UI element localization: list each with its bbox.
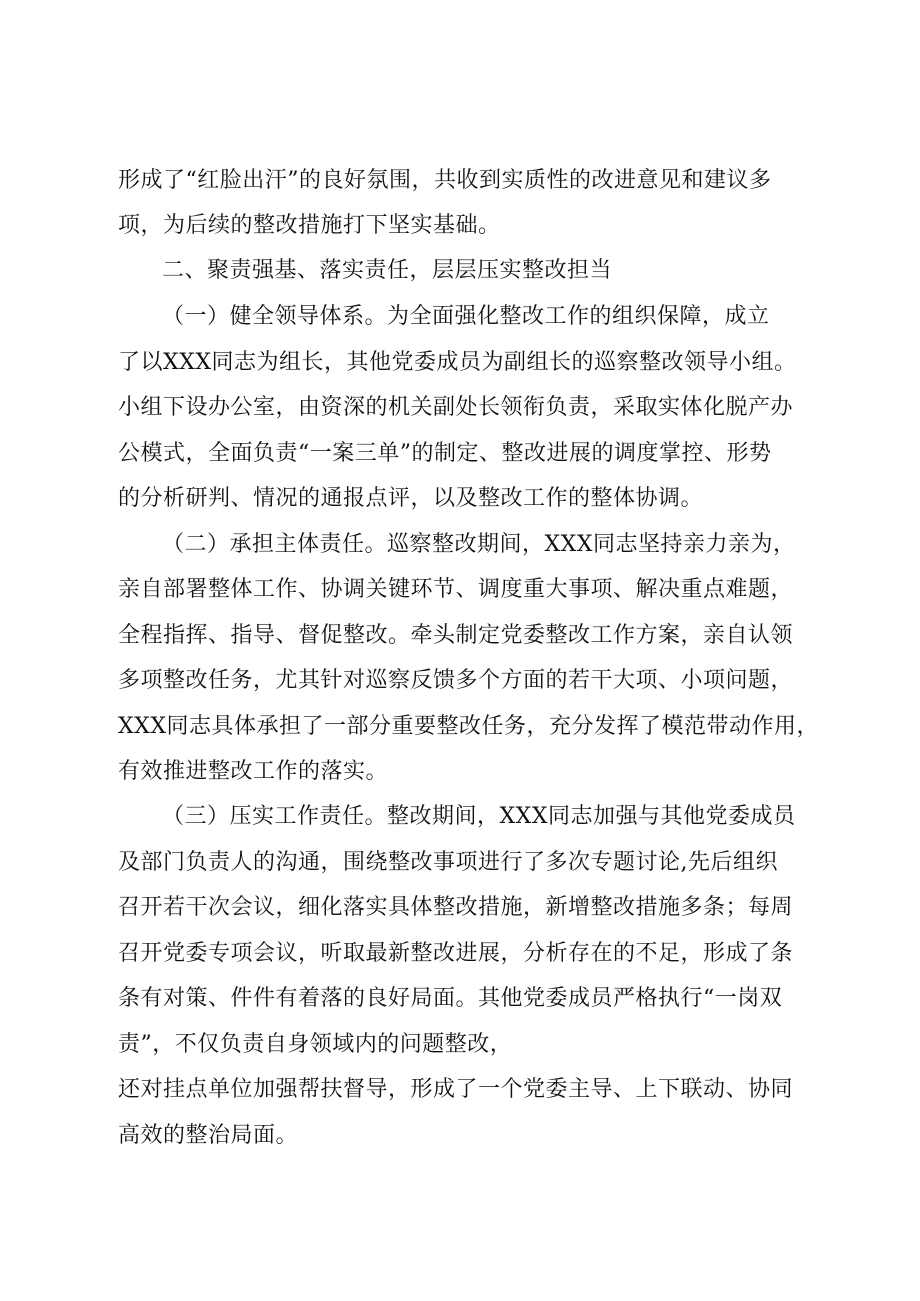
paragraph-line: 高效的整治局面。: [118, 1123, 299, 1148]
paragraph-line: 及部门负责人的沟通，围绕整改事项进行了多次专题讨论,先后组织: [118, 850, 778, 875]
paragraph-line: （一）健全领导体系。为全面强化整改工作的组织保障，成立: [162, 304, 770, 329]
paragraph-line: 多项整改任务，尤其针对巡察反馈多个方面的若干大项、小项问题，: [118, 668, 794, 693]
paragraph-line: 召开党委专项会议，听取最新整改进展，分析存在的不足，形成了条: [118, 941, 794, 966]
paragraph-line: 公模式，全面负责“一案三单”的制定、整改进展的调度掌控、形势: [118, 441, 772, 466]
paragraph-line: 条有对策、件件有着落的良好局面。其他党委成员严格执行“一岗双: [118, 986, 783, 1011]
paragraph-line: 还对挂点单位加强帮扶督导，形成了一个党委主导、上下联动、协同: [118, 1077, 794, 1102]
paragraph-line: 的分析研判、情况的通报点评，以及整改工作的整体协调。: [118, 486, 704, 511]
paragraph-line: 了以XXX同志为组长，其他党委成员为副组长的巡察整改领导小组。: [118, 350, 797, 375]
paragraph-line: （三）压实工作责任。整改期间，XXX同志加强与其他党委成员: [162, 804, 796, 829]
paragraph-line: 召开若干次会议，细化落实具体整改措施，新增整改措施多条；每周: [118, 895, 794, 920]
paragraph-line: 责”，不仅负责自身领域内的问题整改，: [118, 1032, 513, 1057]
paragraph-line: XXX同志具体承担了一部分重要整改任务，充分发挥了模范带动作用，: [118, 714, 819, 739]
paragraph-line: 有效推进整改工作的落实。: [118, 759, 389, 784]
paragraph-line: 小组下设办公室，由资深的机关副处长领衔负责，采取实体化脱产办: [118, 395, 794, 420]
paragraph-line: 全程指挥、指导、督促整改。牵头制定党委整改工作方案，亲自认领: [118, 623, 794, 648]
paragraph-line: 形成了“红脸出汗”的良好氛围，共收到实质性的改进意见和建议多: [118, 168, 772, 193]
paragraph-line: 项，为后续的整改措施打下坚实基础。: [118, 213, 501, 238]
paragraph-line: （二）承担主体责任。巡察整改期间，XXX同志坚持亲力亲为，: [162, 532, 796, 557]
section-heading: 二、聚责强基、落实责任，层层压实整改担当: [162, 258, 613, 283]
paragraph-line: 亲自部署整体工作、协调关键环节、调度重大事项、解决重点难题，: [118, 577, 794, 602]
